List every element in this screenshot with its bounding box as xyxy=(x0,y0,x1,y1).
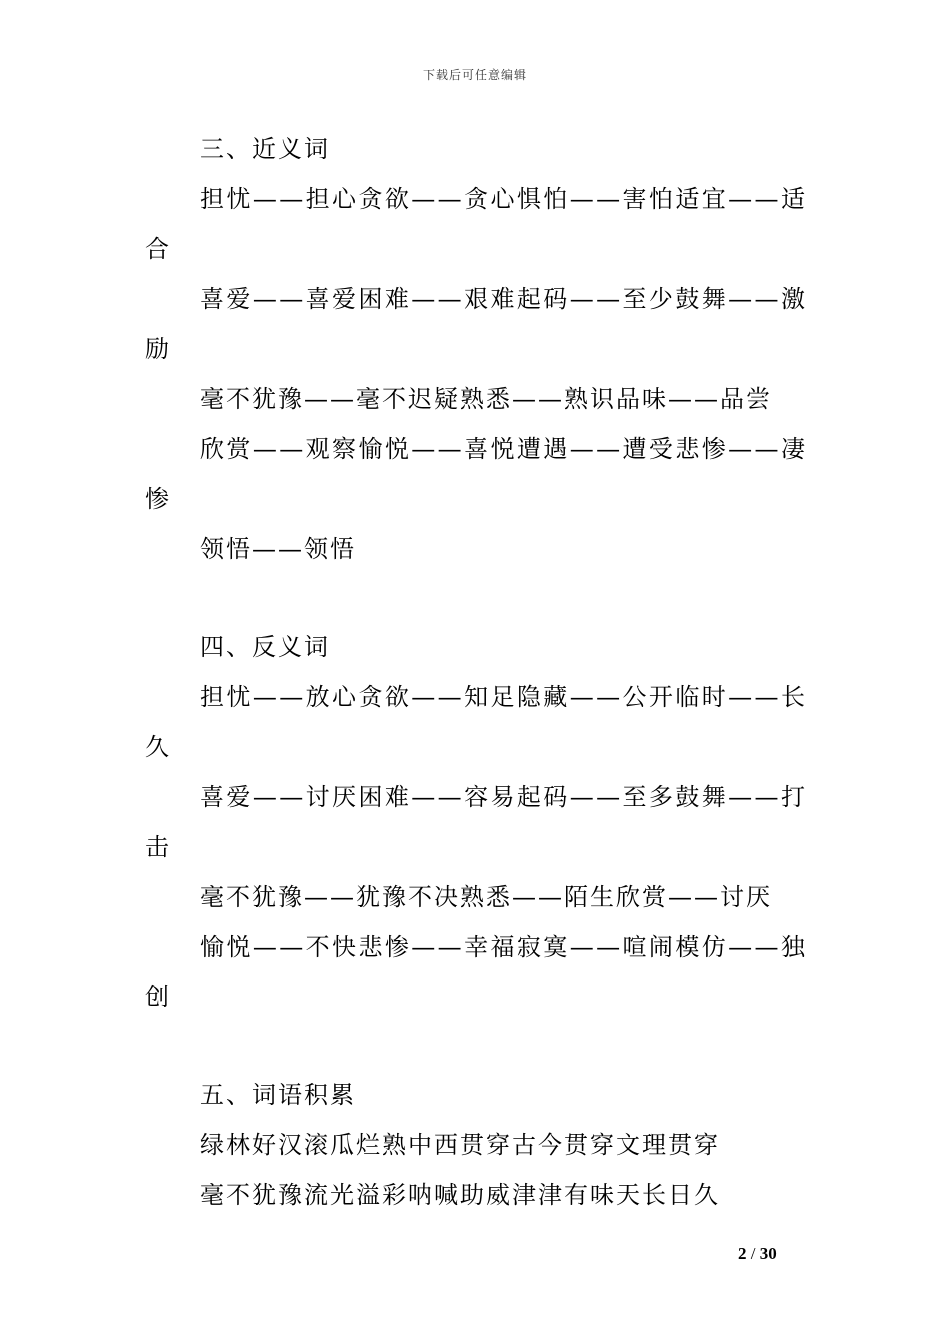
synonym-line-5: 领悟——领悟 xyxy=(200,535,356,563)
section-title-antonyms: 四、反义词 xyxy=(200,633,330,661)
page-current: 2 xyxy=(738,1244,747,1263)
page-header: 下载后可任意编辑 xyxy=(422,68,527,82)
synonym-line-3: 毫不犹豫——毫不迟疑熟悉——熟识品味——品尝 xyxy=(200,385,772,413)
antonym-line-2: 喜 爱 — — 讨 厌 困 难 — — 容 易 起 码 — — 至 多 鼓 舞 — — 打 xyxy=(200,783,805,811)
page-total: 30 xyxy=(759,1244,777,1263)
antonym-line-3: 毫不犹豫——犹豫不决熟悉——陌生欣赏——讨厌 xyxy=(200,883,772,911)
page-number xyxy=(738,1244,777,1264)
synonym-line-1: 担 忧 — — 担 心 贪 欲 — — 贪 心 惧 怕 — — 害 怕 适 宜 — — 适 xyxy=(200,185,805,213)
synonym-line-2: 喜 爱 — — 喜 爱 困 难 — — 艰 难 起 码 — — 至 少 鼓 舞 — — 激 xyxy=(200,285,805,313)
synonym-line-1-cont: 合 xyxy=(145,235,171,263)
words-line-2: 毫不犹豫流光溢彩呐喊助威津津有味天长日久 xyxy=(200,1181,720,1209)
synonym-line-2-cont: 励 xyxy=(145,335,171,363)
antonym-line-1: 担 忧 — — 放 心 贪 欲 — — 知 足 隐 藏 — — 公 开 临 时 — — 长 xyxy=(200,683,805,711)
page-separator: / xyxy=(750,1244,756,1263)
antonym-line-4: 愉 悦 — — 不 快 悲 惨 — — 幸 福 寂 寞 — — 喧 闹 模 仿 — — 独 xyxy=(200,933,805,961)
antonym-line-1-cont: 久 xyxy=(145,733,171,761)
section-title-synonyms: 三、近义词 xyxy=(200,135,330,163)
antonym-line-2-cont: 击 xyxy=(145,833,171,861)
section-title-words: 五、词语积累 xyxy=(200,1081,356,1109)
synonym-line-4-cont: 惨 xyxy=(145,485,171,513)
words-line-1: 绿林好汉滚瓜烂熟中西贯穿古今贯穿文理贯穿 xyxy=(200,1131,720,1159)
antonym-line-4-cont: 创 xyxy=(145,983,171,1011)
synonym-line-4: 欣 赏 — — 观 察 愉 悦 — — 喜 悦 遭 遇 — — 遭 受 悲 惨 — — 凄 xyxy=(200,435,805,463)
